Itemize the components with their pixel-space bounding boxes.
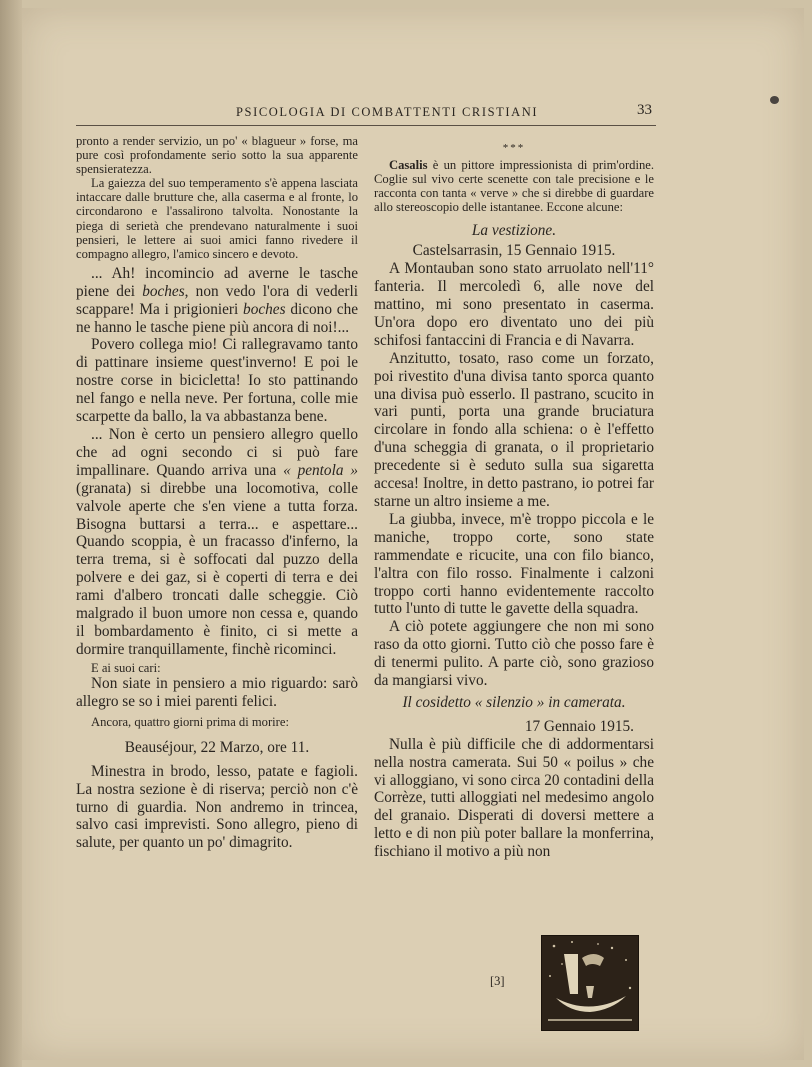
right-column bbox=[374, 140, 654, 861]
text: 11° bbox=[633, 260, 654, 278]
letter-paragraph: Non siate in pensiero a mio riguardo: sarò allegro se so i miei parenti felici. bbox=[76, 674, 358, 710]
text: è un pittore impressionista di prim'ordine. Coglie sul vivo certe scenette con tale precisione e le racconta con tanta « verve » che si direbbe di guardare allo stereoscopio delle istantanee. Eccone alcune: bbox=[374, 158, 654, 215]
text: Il cosidetto bbox=[402, 693, 475, 711]
dateline: Beauséjour, 22 Marzo, ore 11. bbox=[124, 738, 310, 756]
paragraph: E ai suoi cari: bbox=[91, 660, 161, 675]
left-column bbox=[76, 134, 358, 852]
page-binding-edge bbox=[0, 0, 22, 1067]
text: A Montauban sono stato arruolato nell' bbox=[389, 260, 634, 278]
letter-paragraph: Nulla è più difficile che di addormentarsi nella nostra camerata. Sui 50 « poilus » che vi alloggiano, vi sono circa 20 contadini della Corrèze, tutti alloggiati nel medesimo angolo del granaio. Disperati di doversi mettere a letto e di non più poter ballare la monferrina, fischiano il motivo a più non bbox=[374, 735, 654, 861]
printer-signature: [3] bbox=[490, 974, 505, 988]
paragraph bbox=[374, 158, 654, 214]
text: fanteria. Il mercoledì 6, alle nove del mattino, mi sono presentato in caserma. Un'ora dopo ero diventato uno dei più schifosi fantaccini di Francia e di Navarra. bbox=[374, 278, 654, 349]
name-bold: Casalis bbox=[389, 158, 428, 172]
paragraph: La gaiezza del suo temperamento s'è appena lasciata intaccare dalle brutture che, alla caserma e al fronte, lo circondarono e l'assalirono talvolta. Nonostante la piega di serietà che prendevano naturalmente i suoi pensieri, le lettere ai suoi amici fanno rivedere il compagno allegro, l'amico sincero e devoto. bbox=[76, 176, 358, 261]
letter-paragraph bbox=[76, 265, 358, 337]
text: (granata) si direbbe una locomotiva, colle valvole aperte che s'en viene a tutta forza. Bisogna buttarsi a terra... e aspettare... Quando scoppia, è un fracasso d'inferno, la terra trema, si è soffocati dal puzzo della polvere e dei gaz, si è coperti di terra e dei rami d'albero troncati dalle scheggie. Ciò malgrado il buon umore non cessa e, quando il bombardamento è finito, ci si mette a dormire tranquillamente, finchè ricominci. bbox=[76, 479, 358, 658]
section-heading: La vestizione. bbox=[471, 222, 557, 240]
letter-paragraph: A ciò potete aggiungere che non mi sono raso da otto giorni. Tutto ciò che posso fare è di tenermi pulito. A parte ciò, sono grazioso da mangiarsi vivo. bbox=[374, 618, 654, 690]
text: ... Ah! incomincio ad averne le tasche piene dei bbox=[76, 264, 358, 300]
text: dicono che ne hanno le tasche piene più ancora di noi!... bbox=[76, 300, 359, 336]
letter-paragraph bbox=[374, 260, 654, 350]
italic-text: boches bbox=[243, 300, 286, 318]
paragraph: pronto a render servizio, un po' « blagueur » forse, ma pure così profondamente serio sotto la sua apparente spensieratezza. bbox=[76, 134, 358, 177]
paragraph: Ancora, quattro giorni prima di morire: bbox=[91, 714, 289, 729]
section-separator: *** bbox=[502, 142, 526, 154]
text: ... Non è certo un pensiero allegro quello che ad ogni secondo ci si può fare impallinare. Quando arriva una bbox=[76, 426, 358, 479]
letter-paragraph bbox=[76, 426, 358, 659]
running-title: PSICOLOGIA DI COMBATTENTI CRISTIANI bbox=[236, 105, 539, 119]
page-number: 33 bbox=[637, 102, 652, 118]
running-header bbox=[76, 103, 656, 126]
decorative-woodcut-illustration bbox=[541, 935, 639, 1031]
italic-text: « pentola » bbox=[283, 461, 358, 479]
dateline: Castelsarrasin, 15 Gennaio 1915. bbox=[412, 242, 616, 260]
text: « silenzio » bbox=[474, 693, 545, 711]
letter-paragraph: Minestra in brodo, lesso, patate e fagioli. La nostra sezione è di riserva; perciò non c'è turno di guardia. Non andremo in trincea, salvo casi imprevisti. Sono allegro, pieno di salute, per quanto un po' dimagrito. bbox=[76, 762, 358, 852]
text: in camerata. bbox=[544, 693, 626, 711]
letter-paragraph: La giubba, invece, m'è troppo piccola e le maniche, troppo corte, sono state rammendate e ricucite, una con filo bianco, l'altra con filo rosso. Finalmente i calzoni troppo corti hanno evidentemente raccolto tutto l'unto di tutte le gavette della squadra. bbox=[374, 510, 654, 618]
dateline: 17 Gennaio 1915. bbox=[524, 717, 634, 735]
italic-text: boches bbox=[142, 282, 185, 300]
text: , non vedo l'ora di vederli scappare! Ma i prigionieri bbox=[76, 282, 358, 318]
section-heading bbox=[374, 694, 654, 712]
letter-paragraph: Anzitutto, tosato, raso come un forzato, poi rivestito d'una divisa tanto sporca quanto una divisa può esserlo. Il pastrano, scucito in vari punti, porta una grande bruciatura circolare in fondo alla schiena: o è l'effetto d'una scheggia di granata, o il proprietario precedente si è seduto sulla sua sigaretta accesa! Inoltre, in detto pastrano, io potrei far starne un altro insieme a me. bbox=[374, 349, 654, 510]
letter-paragraph: Povero collega mio! Ci rallegravamo tanto di pattinare insieme quest'inverno! E poi le nostre corse in bicicletta! Io sto pattinando nel fango e nella neve. Per fortuna, colle mie scarpette da ballo, la va abbastanza bene. bbox=[76, 336, 358, 426]
woodcut-lamp-icon bbox=[542, 936, 638, 1030]
ink-spot bbox=[770, 96, 779, 104]
